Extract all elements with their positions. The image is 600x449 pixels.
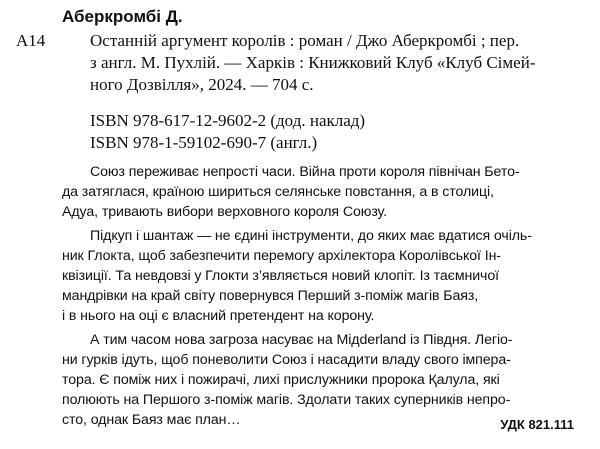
annotation-line-12: полюють на Першого з-поміж магів. Здолати таких суперників непро- xyxy=(62,392,511,408)
annotation-line-13: сто, однак Баяз має план… xyxy=(62,412,241,428)
udc-code: УДК 821.111 xyxy=(500,417,574,432)
author-heading: Аберкромбі Д. xyxy=(62,7,183,26)
annotation-line-2: да затяглася, країною шириться селянське повстання, а в столиці, xyxy=(62,184,494,200)
annotation-line-11: тора. Є поміж них і пожирачі, лихі прислужники пророка Қалула, які xyxy=(62,372,500,388)
bibliographic-line-1: Останній аргумент королів : роман / Джо Аберкромбі ; пер. xyxy=(90,31,520,50)
annotation-line-7: мандрівки на край світу повернувся Перший з-поміж магів Баяз, xyxy=(62,288,479,304)
bibliographic-line-3: ного Дозвілля», 2024. — 704 с. xyxy=(90,75,314,94)
annotation-line-3: Адуа, тривають вибори верховного короля Союзу. xyxy=(62,204,387,220)
annotation-line-8: і в нього на оці є власний претендент на корону. xyxy=(62,308,375,324)
annotation-line-10: ни гурків ідуть, щоб поневолити Союз і насадити владу свого імпера- xyxy=(62,352,511,368)
bibliographic-line-2: з англ. М. Пухлій. — Харків : Книжковий Клуб «Клуб Сімей- xyxy=(90,53,536,72)
annotation-line-9: А тим часом нова загроза насуває на Мідderland із Півдня. Легіо- xyxy=(90,332,513,348)
annotation-line-6: квізиції. Та невдовзі у Глокти з’являється новий клопіт. Із таємничої xyxy=(62,268,499,284)
isbn-line-2: ISBN 978-1-59102-690-7 (англ.) xyxy=(90,133,318,152)
annotation-line-1: Союз переживає непрості часи. Війна проти короля північан Бето- xyxy=(90,164,520,180)
call-number: А14 xyxy=(16,31,46,50)
annotation-line-4: Підкуп і шантаж — не єдині інструменти, до яких має вдатися очіль- xyxy=(90,228,532,244)
annotation-line-5: ник Глокта, щоб забезпечити перемогу архілектора Королівської Ін- xyxy=(62,248,501,264)
isbn-line-1: ISBN 978-617-12-9602-2 (дод. наклад) xyxy=(90,111,366,130)
